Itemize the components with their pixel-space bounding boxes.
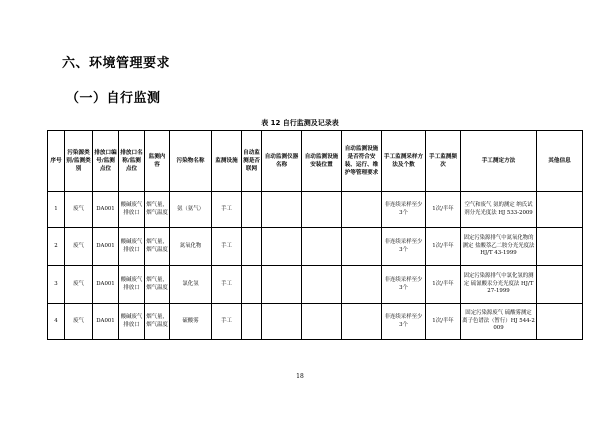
table-cell: 氨（氨气）: [170, 192, 212, 228]
header-cell: 序号: [48, 131, 65, 192]
section-heading: 六、环境管理要求: [62, 56, 171, 71]
table-cell: 非连续采样至少3个: [382, 304, 426, 340]
table-cell: [342, 228, 382, 266]
table-cell: 3: [48, 266, 65, 304]
table-cell: 废气: [65, 192, 93, 228]
monitoring-table: [47, 130, 583, 340]
table-cell: [302, 228, 342, 266]
table-cell: DA001: [93, 228, 119, 266]
table-cell: 手工: [212, 192, 242, 228]
table-cell: DA001: [93, 304, 119, 340]
table-row: [48, 304, 583, 340]
table-cell: 手工: [212, 266, 242, 304]
table-cell: [537, 266, 583, 304]
table-cell: [242, 192, 262, 228]
table-cell: [242, 228, 262, 266]
table-cell: [537, 228, 583, 266]
table-cell: 烟气量，烟气温度: [145, 266, 170, 304]
header-cell: 自动监测设施安装位置: [302, 131, 342, 192]
table-cell: 固定污染源排气中氮氧化物的测定 盐酸萘乙二胺分光光度法 HJ/T 43-1999: [461, 228, 537, 266]
table-cell: 手工: [212, 304, 242, 340]
table-cell: DA001: [93, 192, 119, 228]
table-cell: 固定污染源废气 硫酸雾测定 离子色谱法（暂行）HJ 544-2009: [461, 304, 537, 340]
table-cell: 空气和废气 氨的测定 纳氏试剂分光光度法 HJ 533-2009: [461, 192, 537, 228]
page-number: 18: [296, 373, 304, 380]
table-cell: 4: [48, 304, 65, 340]
table-cell: 非连续采样至少3个: [382, 266, 426, 304]
header-cell: 自动监测是否联网: [242, 131, 262, 192]
table-cell: 酸碱废气排放口: [119, 304, 145, 340]
table-cell: 手工: [212, 228, 242, 266]
table-cell: 2: [48, 228, 65, 266]
table-cell: 氯化氢: [170, 266, 212, 304]
table-cell: [262, 266, 302, 304]
table-cell: 酸碱废气排放口: [119, 266, 145, 304]
table-cell: [342, 192, 382, 228]
table-cell: DA001: [93, 266, 119, 304]
table-cell: 固定污染源排气中氯化氢的测定 硫氰酸汞分光光度法 HJ/T 27-1999: [461, 266, 537, 304]
table-cell: 烟气量，烟气温度: [145, 228, 170, 266]
header-cell: 监测设施: [212, 131, 242, 192]
table-cell: 1次/半年: [426, 192, 461, 228]
table-cell: [242, 304, 262, 340]
table-cell: [302, 192, 342, 228]
table-cell: 1次/半年: [426, 304, 461, 340]
table-cell: 烟气量，烟气温度: [145, 304, 170, 340]
table-cell: [262, 192, 302, 228]
table-header-row: [48, 131, 583, 192]
table-cell: [302, 304, 342, 340]
table-cell: [262, 228, 302, 266]
table-cell: 废气: [65, 304, 93, 340]
subsection-heading: （一）自行监测: [66, 91, 161, 106]
table-cell: [537, 304, 583, 340]
header-cell: 其他信息: [537, 131, 583, 192]
header-cell: 排放口名称/监测点位: [119, 131, 145, 192]
table-cell: [302, 266, 342, 304]
table-cell: 酸碱废气排放口: [119, 228, 145, 266]
header-cell: 手工监测频次: [426, 131, 461, 192]
table-cell: 硫酸雾: [170, 304, 212, 340]
table-cell: [242, 266, 262, 304]
table-cell: 氮氧化物: [170, 228, 212, 266]
table-cell: [537, 192, 583, 228]
header-cell: 污染物名称: [170, 131, 212, 192]
table-cell: 非连续采样至少3个: [382, 192, 426, 228]
header-cell: 自动监测设施是否符合安装、运行、维护等管理要求: [342, 131, 382, 192]
header-cell: 监测内容: [145, 131, 170, 192]
header-cell: 排放口编号/监测点位: [93, 131, 119, 192]
header-cell: 自动监测仪器名称: [262, 131, 302, 192]
table-row: [48, 192, 583, 228]
table-cell: 非连续采样至少3个: [382, 228, 426, 266]
table-row: [48, 266, 583, 304]
table-cell: 1次/半年: [426, 228, 461, 266]
table-cell: 废气: [65, 228, 93, 266]
table-cell: 废气: [65, 266, 93, 304]
table-cell: 烟气量，烟气温度: [145, 192, 170, 228]
table-cell: 酸碱废气排放口: [119, 192, 145, 228]
table-cell: 1: [48, 192, 65, 228]
header-cell: 手工监测采样方法及个数: [382, 131, 426, 192]
table-cell: [262, 304, 302, 340]
table-cell: [342, 266, 382, 304]
header-cell: 污染源类别/监测类别: [65, 131, 93, 192]
table-cell: [342, 304, 382, 340]
header-cell: 手工测定方法: [461, 131, 537, 192]
table-caption: 表 12 自行监测及记录表: [261, 119, 339, 127]
table-cell: 1次/半年: [426, 266, 461, 304]
table-row: [48, 228, 583, 266]
